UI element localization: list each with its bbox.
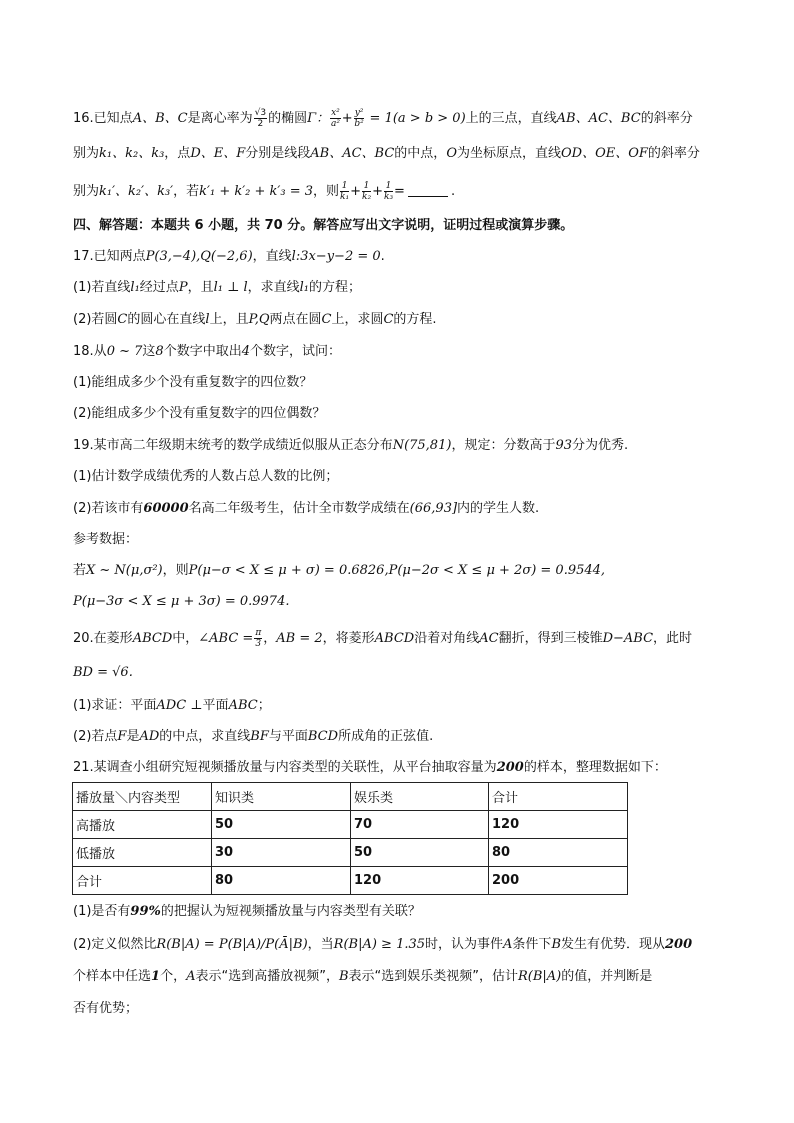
text: 经过点 [139,280,179,295]
math: N(75,81) [392,438,452,453]
math: AB、AC、BC [310,146,395,161]
q19-reference-2: P(μ−3σ < X ≤ μ + 3σ) = 0.9974. [73,594,290,609]
math: ADC ⊥ [156,698,203,713]
table-cell: 120 [489,811,628,839]
math: ∠ABC = [198,631,254,646]
q21-part-2-end: 否有优势； [73,1001,139,1016]
table-cell: 80 [489,839,628,867]
math: l₁ [299,280,309,295]
q16-line-3 [73,181,455,202]
text: ，点 [164,146,191,161]
text: ，若 [173,184,200,199]
text: 条件下 [512,937,552,952]
text: 17.已知两点 [73,249,146,264]
text: (2)若该市有 [73,501,144,516]
math: Γ： [307,111,330,126]
plus: + [341,111,353,126]
q21-part-2-cont [73,968,652,986]
ecc-fraction [254,108,267,129]
text: 的圆心在直线 [127,312,206,327]
q21-part-1 [73,903,421,921]
text: y² [354,108,364,118]
math: A [503,937,513,952]
text: 所成角的正弦值. [338,729,434,744]
table-cell: 合计 [489,783,628,811]
math: BF [250,729,269,744]
math: ABCD [374,631,415,646]
text: 19.某市高二年级期末统考的数学成绩近似服从正态分布 [73,438,393,453]
text: 中， [172,631,199,646]
table-cell: 知识类 [212,783,351,811]
math: P(μ−σ < X ≤ μ + σ) = 0.6826,P(μ−2σ < X ≤ μ + 2σ) = 0.9544, [188,563,606,578]
section-4-heading: 四、解答题：本题共 6 小题，共 70 分。解答应写出文字说明，证明过程或演算步骤。 [73,218,574,233]
text: 1 [363,181,370,191]
text: ，且 [187,280,214,295]
math: k′₁ + k′₂ + k′₃ = 3 [199,184,314,199]
table-cell: 合计 [73,867,212,895]
text: 是 [126,729,140,744]
text: 3 [255,639,262,649]
text: 21.某调查小组研究短视频播放量与内容类型的关联性，从平台抽取容量为 [73,760,497,775]
q19-reference-label: 参考数据： [73,532,139,547]
math: 200 [665,937,693,952]
text: 与平面 [268,729,308,744]
text: ，当 [307,937,334,952]
math: 200 [496,760,524,775]
math: A、B、C [132,111,188,126]
q20-part-1 [73,697,271,715]
text: π [255,628,262,638]
text: 个数字，试问： [249,344,341,359]
math: AB、AC、BC [556,111,641,126]
text: 两点在圆 [269,312,322,327]
text: 若 [73,563,87,578]
text: 表示“选到高播放视频”， [195,969,339,984]
math: C [117,312,128,327]
text: 18.从 [73,344,107,359]
math: R(B|A) ≥ 1.35 [333,937,426,952]
math: l₁ [130,280,140,295]
math: BCD [307,729,339,744]
text: 分别是线段 [245,146,311,161]
fraction-1 [340,181,349,202]
text: 上，求圆 [331,312,384,327]
text: 的斜率分 [640,111,693,126]
math: X ~ N(μ,σ²) [86,563,163,578]
text: ，此时 [653,631,693,646]
text: 沿着对角线 [414,631,480,646]
text: ，求直线 [247,280,300,295]
math: l₁ ⊥ l [213,280,248,295]
q18-stem [73,343,341,361]
text: 个样本中任选 [73,969,152,984]
text: 名高二年级考生，估计全市数学成绩在 [188,501,410,516]
q21-part-2 [73,936,692,954]
text: ，将菱形 [322,631,375,646]
math: l:3x−y−2 = 0 [291,249,381,264]
text: 的方程； [309,280,362,295]
text: 个数字中取出 [163,344,242,359]
fraction-2 [362,181,371,202]
text: ，直线 [252,249,292,264]
math: C [383,312,394,327]
table-cell: 50 [212,811,351,839]
math: OD、OE、OF [561,146,648,161]
text: (2)定义似然比 [73,937,157,952]
table-cell: 高播放 [73,811,212,839]
text: 个， [160,969,187,984]
text: 表示“选到娱乐类视频”，估计 [348,969,518,984]
math: l [205,312,210,327]
table-row [73,811,628,839]
text: 的方程. [393,312,437,327]
math: 8 [155,344,164,359]
q19-part-2 [73,500,539,518]
q21-stem [73,759,667,777]
math: B [338,969,349,984]
math: 0 ~ 7 [106,344,143,359]
text: = [394,184,405,199]
contingency-table [72,782,628,895]
math: 4 [241,344,250,359]
text: ； [257,698,271,713]
q17-part-1 [73,279,361,297]
math: k₁′、k₂′、k₃′ [99,184,174,199]
text: 平面 [202,698,229,713]
table-cell: 30 [212,839,351,867]
text: 的值，并判断是 [561,969,653,984]
text: 的把握认为短视频播放量与内容类型有关联？ [160,904,421,919]
text: 别为 [73,146,100,161]
table-cell: 播放量＼内容类型 [73,783,212,811]
text: . [380,249,385,264]
text: 的样本，整理数据如下： [523,760,667,775]
text: 1 [341,181,348,191]
q18-part-2: (2)能组成多少个没有重复数字的四位偶数？ [73,406,326,421]
text: (1)求证：平面 [73,698,157,713]
text: 20.在菱形 [73,631,133,646]
text: 2 [257,119,264,129]
table-cell: 50 [351,839,489,867]
text: 分为优秀. [572,438,629,453]
math: P,Q [248,312,270,327]
math: AB = 2 [276,631,323,646]
q20-part-2 [73,728,433,746]
text: 16.已知点 [73,111,133,126]
math: (66,93] [409,501,458,516]
q18-part-1: (1)能组成多少个没有重复数字的四位数？ [73,375,313,390]
text: 发生有优势．现从 [561,937,666,952]
q16-line-1 [73,108,693,129]
text: 时，认为事件 [425,937,504,952]
math: 60000 [143,501,189,516]
math: k₁、k₂、k₃ [99,146,165,161]
math: B [551,937,561,952]
text: 为坐标原点，直线 [456,146,561,161]
math: F [117,729,127,744]
q17-stem [73,248,385,266]
math: 93 [555,438,572,453]
q20-stem-2: BD = √6. [73,665,133,680]
answer-blank [408,184,448,197]
table-cell: 120 [351,867,489,895]
text: ，则 [313,184,340,199]
math: 99% [130,904,161,919]
text: a² [330,119,340,129]
q17-part-2 [73,311,437,329]
text: (1)是否有 [73,904,131,919]
math: 1 [151,969,161,984]
math: AC [479,631,499,646]
math: P [178,280,188,295]
table-cell: 低播放 [73,839,212,867]
text: 的椭圆 [268,111,308,126]
table-cell: 70 [351,811,489,839]
text: 的中点，求直线 [159,729,251,744]
q16-line-2 [73,145,700,163]
ellipse-y-term [354,108,365,129]
math: P(3,−4),Q(−2,6) [145,249,253,264]
text: 这 [142,344,156,359]
text: 的中点， [394,146,447,161]
text: k₃ [383,192,394,202]
math: ABCD [132,631,173,646]
text: k₂ [362,192,372,202]
math: R(B|A) = P(B|A)/P(Ā|B) [156,937,308,952]
q19-reference-1 [73,562,605,580]
text: x² [331,108,340,118]
text: 内的学生人数. [457,501,540,516]
text: ， [263,631,277,646]
text: 上的三点，直线 [465,111,557,126]
text: k₁ [340,192,350,202]
math: O [446,146,457,161]
q19-part-1: (1)估计数学成绩优秀的人数占总人数的比例； [73,469,339,484]
text: . [450,184,456,199]
fraction-3 [384,181,393,202]
ellipse-x-term [330,108,341,129]
text: 1 [385,181,392,191]
q19-stem [73,437,628,455]
math: R(B|A) [518,969,562,984]
math: ABC [228,698,258,713]
text: + [350,184,362,199]
math: C [321,312,332,327]
text: 上，且 [209,312,249,327]
table-cell: 200 [489,867,628,895]
math: D−ABC [602,631,654,646]
text: 别为 [73,184,100,199]
text: 翻折，得到三棱锥 [498,631,603,646]
text: ，规定：分数高于 [451,438,556,453]
math: A [186,969,196,984]
text: + [372,184,383,199]
table-row [73,867,628,895]
text: (1)若直线 [73,280,131,295]
math: AD [139,729,160,744]
text: 的斜率分 [647,146,700,161]
text: b² [354,119,364,129]
text: (2)若圆 [73,312,118,327]
table-row [73,839,628,867]
q20-stem-1 [73,628,692,649]
table-header-row [73,783,628,811]
table-cell: 娱乐类 [351,783,489,811]
math: = 1(a > b > 0) [365,111,466,126]
text: ，则 [162,563,189,578]
angle-fraction [254,628,262,649]
text: √3 [254,108,267,118]
text: 是离心率为 [187,111,253,126]
text: (2)若点 [73,729,118,744]
math: D、E、F [190,146,246,161]
table-cell: 80 [212,867,351,895]
